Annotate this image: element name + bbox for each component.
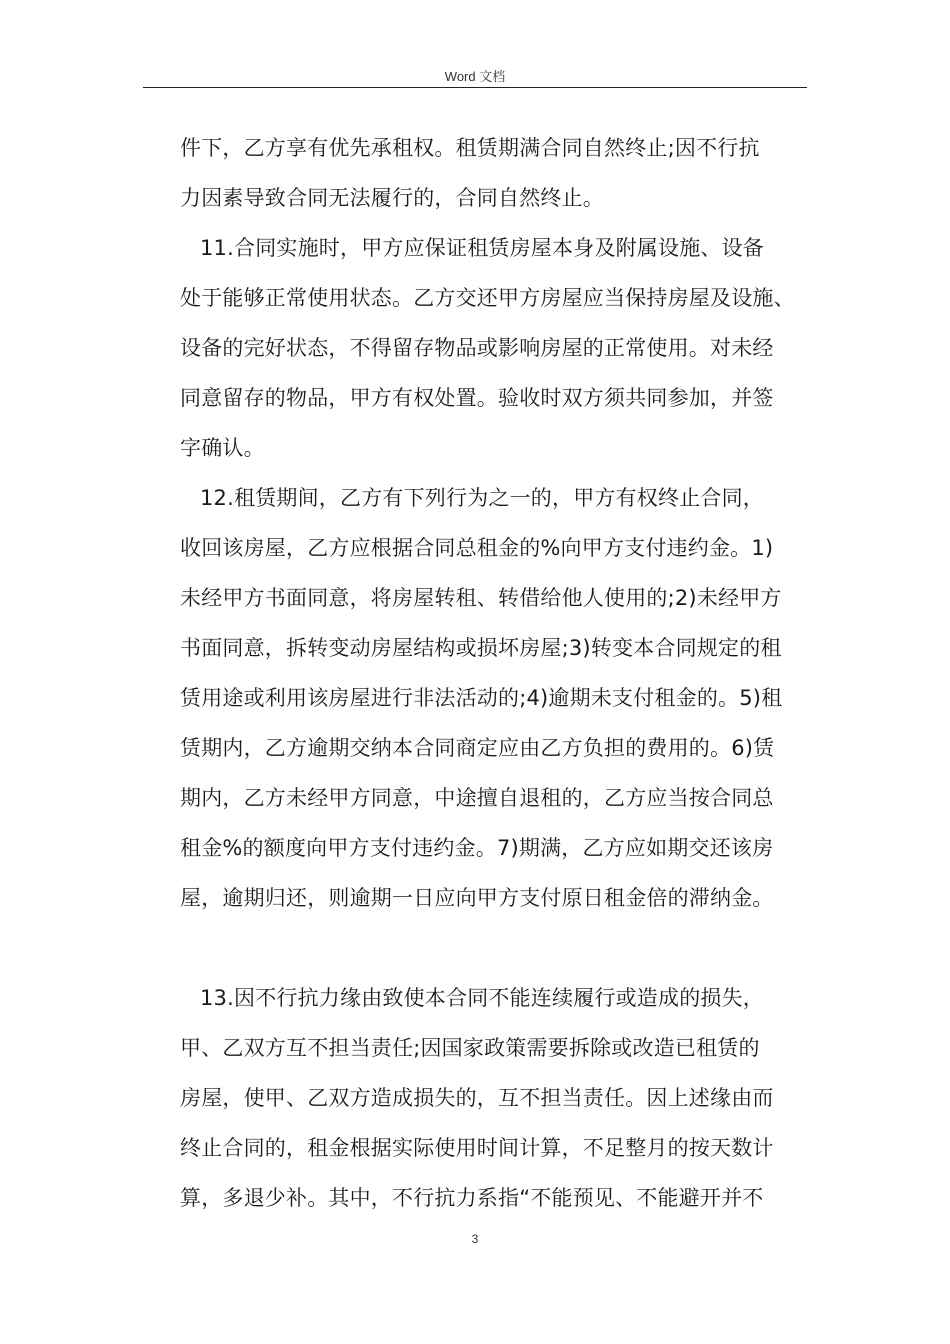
body-line: 力因素导致合同无法履行的，合同自然终止。 [180, 186, 604, 210]
body-line: 赁用途或利用该房屋进行非法活动的;4)逾期未支付租金的。5)租 [180, 686, 783, 710]
body-line: 书面同意，拆转变动房屋结构或损坏房屋;3)转变本合同规定的租 [180, 636, 782, 660]
body-line: 收回该房屋，乙方应根据合同总租金的%向甲方支付违约金。1) [180, 536, 774, 560]
body-line: 甲、乙双方互不担当责任;因国家政策需要拆除或改造已租赁的 [180, 1036, 760, 1060]
body-line: 处于能够正常使用状态。乙方交还甲方房屋应当保持房屋及设施、 [180, 286, 795, 310]
body-line: 设备的完好状态，不得留存物品或影响房屋的正常使用。对未经 [180, 336, 774, 360]
body-line: 算，多退少补。其中，不行抗力系指“不能预见、不能避开并不 [180, 1186, 764, 1210]
paragraph-12-start: 12.租赁期间，乙方有下列行为之一的，甲方有权终止合同， [200, 486, 764, 510]
body-line: 件下，乙方享有优先承租权。租赁期满合同自然终止;因不行抗 [180, 136, 760, 160]
paragraph-11-start: 11.合同实施时，甲方应保证租赁房屋本身及附属设施、设备 [200, 236, 764, 260]
body-line: 同意留存的物品，甲方有权处置。验收时双方须共同参加，并签 [180, 386, 774, 410]
body-line: 房屋，使甲、乙双方造成损失的，互不担当责任。因上述缘由而 [180, 1086, 774, 1110]
paragraph-13-start: 13.因不行抗力缘由致使本合同不能连续履行或造成的损失， [200, 986, 764, 1010]
header-divider [143, 87, 807, 88]
body-line: 字确认。 [180, 436, 265, 460]
page-number: 3 [471, 1232, 479, 1246]
body-line: 未经甲方书面同意，将房屋转租、转借给他人使用的;2)未经甲方 [180, 586, 782, 610]
body-line: 终止合同的，租金根据实际使用时间计算，不足整月的按天数计 [180, 1136, 774, 1160]
body-line: 屋，逾期归还，则逾期一日应向甲方支付原日租金倍的滞纳金。 [180, 886, 774, 910]
page-header: Word 文档 [444, 69, 506, 84]
body-line: 期内，乙方未经甲方同意，中途擅自退租的，乙方应当按合同总 [180, 786, 774, 810]
body-line: 租金%的额度向甲方支付违约金。7)期满，乙方应如期交还该房 [180, 836, 774, 860]
body-line: 赁期内，乙方逾期交纳本合同商定应由乙方负担的费用的。6)赁 [180, 736, 775, 760]
